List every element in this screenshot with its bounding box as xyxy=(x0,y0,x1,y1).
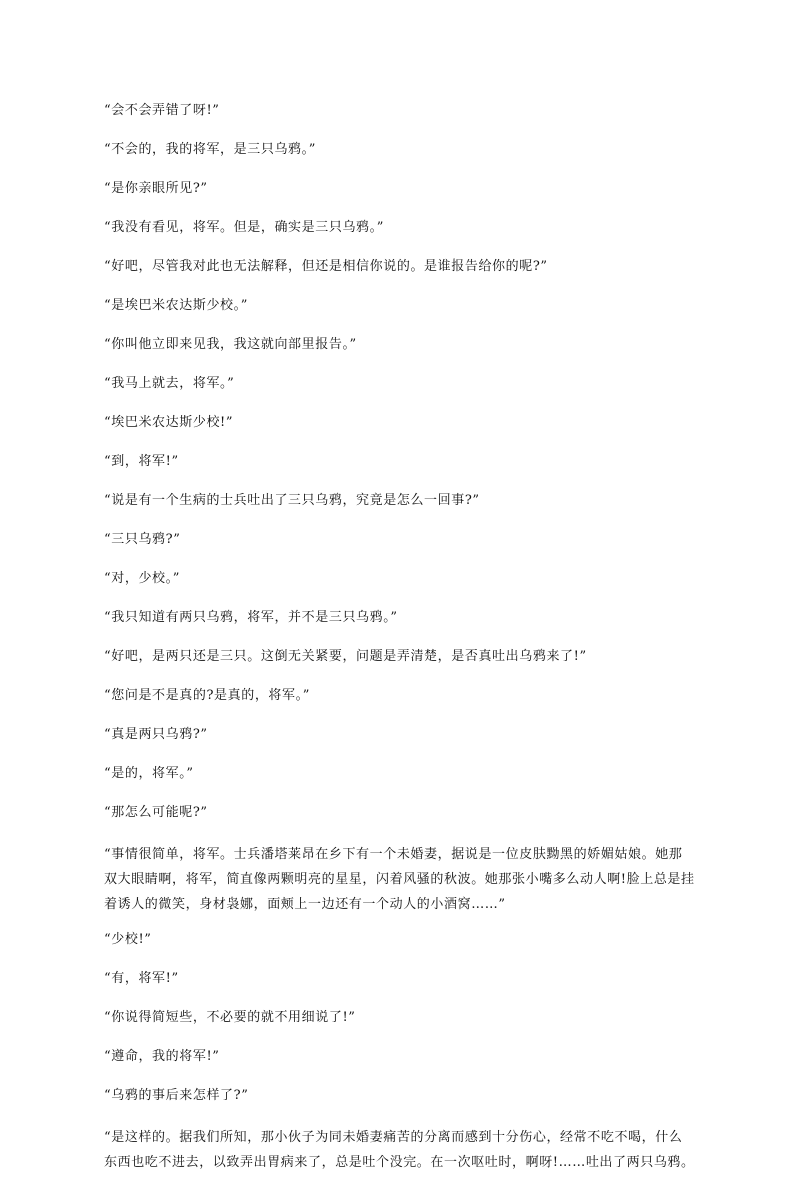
paragraph: “您问是不是真的?是真的，将军。” xyxy=(104,688,310,703)
paragraph: “三只乌鸦?” xyxy=(104,532,181,547)
paragraph: “少校!” xyxy=(104,932,152,947)
paragraph: “好吧，是两只还是三只。这倒无关紧要，问题是弄清楚，是否真吐出乌鸦来了!” xyxy=(104,649,587,664)
paragraph: “你说得简短些，不必要的就不用细说了!” xyxy=(104,1010,356,1025)
paragraph: “乌鸦的事后来怎样了?” xyxy=(104,1088,249,1103)
paragraph: “那怎么可能呢?” xyxy=(104,805,208,820)
paragraph: “是这样的。据我们所知，那小伙子为同未婚妻痛苦的分离而感到十分伤心，经常不吃不喝，什么东西也吃不进去，以致弄出胃病来了，总是吐个没完。在一次呕吐时，啊呀!……吐出了两只乌鸦。 xyxy=(104,1130,695,1170)
paragraph: “会不会弄错了呀!” xyxy=(104,103,220,118)
paragraph: “是埃巴米农达斯少校。” xyxy=(104,298,248,313)
paragraph: “好吧，尽管我对此也无法解释，但还是相信你说的。是谁报告给你的呢?” xyxy=(104,259,548,274)
paragraph: “有，将军!” xyxy=(104,971,179,986)
paragraph: “是的，将军。” xyxy=(104,766,194,781)
paragraph: “真是两只乌鸦?” xyxy=(104,727,208,742)
paragraph: “到，将军!” xyxy=(104,454,179,469)
paragraph: “不会的，我的将军，是三只乌鸦。” xyxy=(104,142,316,157)
paragraph: “我只知道有两只乌鸦，将军，并不是三只乌鸦。” xyxy=(104,610,398,625)
story-text xyxy=(104,101,696,1188)
paragraph: “说是有一个生病的士兵吐出了三只乌鸦，究竟是怎么一回事?” xyxy=(104,493,480,508)
paragraph: “遵命，我的将军!” xyxy=(104,1049,220,1064)
paragraph: “对，少校。” xyxy=(104,571,180,586)
paragraph: “埃巴米农达斯少校!” xyxy=(104,415,234,430)
paragraph: “我马上就去，将军。” xyxy=(104,376,235,391)
paragraph: “是你亲眼所见?” xyxy=(104,181,208,196)
paragraph: “你叫他立即来见我，我这就向部里报告。” xyxy=(104,337,357,352)
paragraph: “我没有看见，将军。但是，确实是三只乌鸦。” xyxy=(104,220,384,235)
paragraph: “事情很简单，将军。士兵潘塔莱昂在乡下有一个未婚妻，据说是一位皮肤黝黑的娇媚姑娘。她那双大眼睛啊，将军，简直像两颗明亮的星星，闪着风骚的秋波。她那张小嘴多么动人啊!脸上总是挂着诱人的微笑，身材袅娜，面颊上一边还有一个动人的小酒窝……” xyxy=(104,847,695,912)
